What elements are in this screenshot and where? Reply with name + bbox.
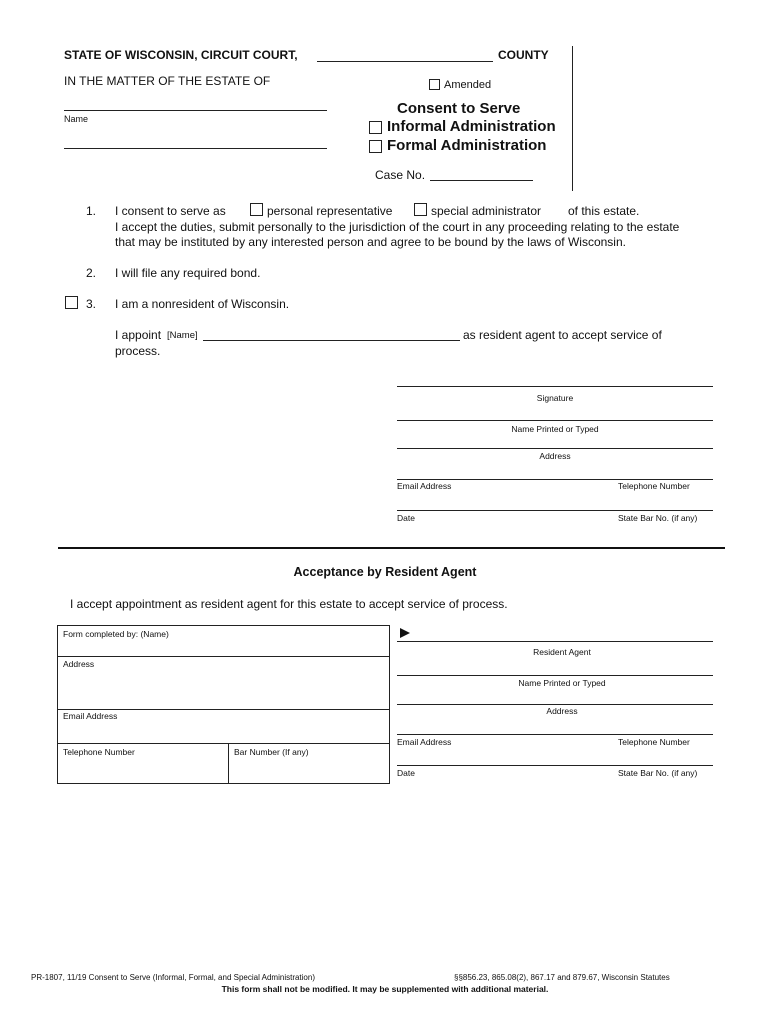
form-completed-by-field[interactable]: Form completed by: (Name) <box>63 629 169 639</box>
agent-date-label: Date <box>397 768 415 778</box>
form-id-footer: PR-1807, 11/19 Consent to Serve (Informal, Formal, and Special Administration) <box>31 973 315 982</box>
form-completed-divider-3 <box>57 743 390 744</box>
sign-here-arrow-icon <box>399 627 411 639</box>
statutes-footer: §§856.23, 865.08(2), 867.17 and 879.67, Wisconsin Statutes <box>454 973 670 982</box>
acceptance-statement: I accept appointment as resident agent for this estate to accept service of process. <box>70 597 508 611</box>
name-label: Name <box>64 114 89 124</box>
header-divider <box>572 46 573 191</box>
special-admin-checkbox[interactable] <box>414 203 427 216</box>
informal-checkbox[interactable] <box>369 121 382 134</box>
form-completed-divider-2 <box>57 709 390 710</box>
appoint-label: I appoint <box>115 328 162 342</box>
resident-agent-name-field[interactable] <box>203 340 460 341</box>
form-title: Consent to Serve <box>397 100 521 117</box>
estate-name-field-2[interactable] <box>64 148 327 149</box>
name-printed-label: Name Printed or Typed <box>511 424 599 434</box>
date-bar-line[interactable] <box>397 510 713 511</box>
date-label: Date <box>397 513 415 523</box>
agent-state-bar-label: State Bar No. (if any) <box>618 768 698 778</box>
personal-rep-checkbox[interactable] <box>250 203 263 216</box>
appoint-process: process. <box>115 344 161 358</box>
nonresident-checkbox[interactable] <box>65 296 78 309</box>
case-no-label: Case No. <box>375 168 426 182</box>
form-completed-box <box>57 625 390 784</box>
agent-date-bar-line[interactable] <box>397 765 713 766</box>
agent-telephone-label: Telephone Number <box>618 737 690 747</box>
state-bar-label: State Bar No. (if any) <box>618 513 698 523</box>
acceptance-title: Acceptance by Resident Agent <box>293 565 477 579</box>
signature-label: Signature <box>536 393 574 403</box>
state-court-label: STATE OF WISCONSIN, CIRCUIT COURT, <box>64 48 298 62</box>
item-2-number: 2. <box>86 266 97 280</box>
signature-line[interactable] <box>397 386 713 387</box>
agent-address-label: Address <box>546 706 578 716</box>
telephone-label: Telephone Number <box>618 481 690 491</box>
item-3-number: 3. <box>86 297 97 311</box>
modification-notice: This form shall not be modified. It may be supplemented with additional material. <box>221 984 549 994</box>
estate-matter-label: IN THE MATTER OF THE ESTATE OF <box>64 74 271 88</box>
form-completed-address-field[interactable]: Address <box>63 659 95 669</box>
form-completed-telephone-field[interactable]: Telephone Number <box>63 747 135 757</box>
appoint-suffix: as resident agent to accept service of <box>463 328 662 342</box>
resident-agent-label: Resident Agent <box>533 647 591 657</box>
formal-label: Formal Administration <box>387 137 547 154</box>
case-no-field[interactable] <box>430 180 533 181</box>
informal-label: Informal Administration <box>387 118 556 135</box>
appoint-name-placeholder: [Name] <box>167 330 198 341</box>
amended-checkbox[interactable] <box>429 79 440 90</box>
consent-label: I consent to serve as <box>115 204 226 218</box>
bond-text: I will file any required bond. <box>115 266 261 280</box>
form-completed-bar-field[interactable]: Bar Number (If any) <box>234 747 309 757</box>
amended-label: Amended <box>444 79 492 91</box>
county-name-field[interactable] <box>317 61 493 62</box>
duties-text-2: that may be instituted by any interested person and agree to be bound by the laws of Wisconsin. <box>115 235 626 249</box>
agent-name-printed-label: Name Printed or Typed <box>518 678 606 688</box>
agent-address-line[interactable] <box>397 704 713 705</box>
agent-name-printed-line[interactable] <box>397 675 713 676</box>
estate-name-field[interactable] <box>64 110 327 111</box>
resident-agent-signature-line[interactable] <box>397 641 713 642</box>
personal-rep-label: personal representative <box>267 204 393 218</box>
item-1-number: 1. <box>86 204 97 218</box>
agent-email-telephone-line[interactable] <box>397 734 713 735</box>
of-estate-label: of this estate. <box>568 204 640 218</box>
duties-text-1: I accept the duties, submit personally to the jurisdiction of the court in any proceeding relating to the estate <box>115 220 680 234</box>
section-divider <box>58 547 725 549</box>
form-completed-divider-4 <box>228 743 229 784</box>
formal-checkbox[interactable] <box>369 140 382 153</box>
nonresident-text: I am a nonresident of Wisconsin. <box>115 297 290 311</box>
agent-email-label: Email Address <box>397 737 452 747</box>
form-completed-divider-1 <box>57 656 390 657</box>
email-telephone-line[interactable] <box>397 479 713 480</box>
county-label: COUNTY <box>498 48 549 62</box>
name-printed-line[interactable] <box>397 420 713 421</box>
email-label: Email Address <box>397 481 452 491</box>
special-admin-label: special administrator <box>431 204 542 218</box>
address-line[interactable] <box>397 448 713 449</box>
address-label: Address <box>539 451 571 461</box>
form-completed-email-field[interactable]: Email Address <box>63 711 118 721</box>
